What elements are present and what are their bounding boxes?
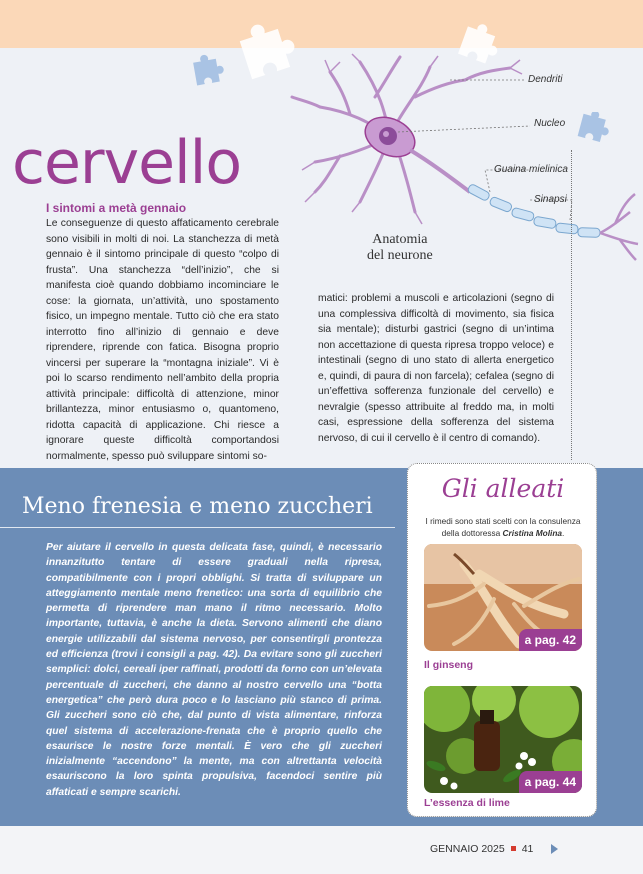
neuron-caption-line2: del neurone (367, 248, 433, 263)
sidebar-doctor: Cristina Molina (502, 528, 563, 538)
sidebar-title: Gli alleati (441, 474, 565, 503)
ginseng-caption: Il ginseng (424, 659, 474, 671)
top-band (0, 0, 643, 48)
lime-page-tag: a pag. 44 (519, 771, 582, 793)
ginseng-page-tag: a pag. 42 (519, 629, 582, 651)
section1-heading: I sintomi a metà gennaio (46, 201, 187, 215)
sidebar-intro-text: I rimedi sono stati scelti con la consulenza della dottoressa (425, 516, 581, 538)
label-sinapsi: Sinapsi (534, 194, 567, 205)
sidebar-alleati (407, 463, 597, 817)
neuron-icon (290, 52, 643, 267)
label-dendriti: Dendriti (528, 74, 563, 85)
ginseng-photo (424, 544, 582, 651)
sidebar-intro (416, 515, 590, 539)
sidebar-intro-end: . (562, 528, 565, 538)
footer-issue: GENNAIO 2025 (430, 843, 505, 855)
lime-caption: L’essenza di lime (424, 797, 510, 809)
section1-column2: matici: problemi a muscoli e articolazioni (segno di una complessiva difficoltà di movimento, sia fisica sia mentale); disturbi gastrici (segno di un’intima non accettazione di questa ripresa troppo veloce) e intestinali (segno di uno stato di allerta energetico e, quindi, di paura di non farcela); cefalea (segno di un’effettiva sofferenza funzionale del cervello) e nevralgie (spesso attribuite al freddo ma, in molti casi, espressione della sofferenza del sistema nervoso, di cui il cervello è il centro di comando). (318, 293, 554, 444)
dotted-leader-line (571, 150, 572, 460)
section1-column1: Le conseguenze di questo affaticamento cerebrale sono visibili in molti di noi. La stanchezza di metà gennaio è il sintomo principale di questo “colpo di frusta”. Una stanchezza “dell’inizio”, che si manifesta cioè quando dobbiamo incominciare le cose: la giornata, un’attività, uno spostamento fisico, un impegno mentale. Tutto ciò che era stato interrotto fino all’inizio di gennaio e deve riprendere, riprende con fatica. Bisogna proprio vincersi per superare la “montagna iniziale”. Vi è poi lo scarso rendimento nell’ambito della propria attività principale: difficoltà di attenzione, minor brillantezza, minor entusiasmo o, quantomeno, ridotta capacità di applicazione. Chi riesce a ignorare queste difficoltà comportandosi normalmente, spesso può sviluppare sintomi so- (46, 218, 279, 462)
neuron-illustration (290, 52, 643, 267)
page-title: cervello (12, 128, 242, 198)
lime-photo (424, 686, 582, 793)
puzzle-piece-icon (190, 54, 230, 90)
neuron-caption (367, 232, 433, 264)
label-guaina: Guaina mielinica (494, 164, 568, 175)
page-footer (430, 843, 558, 855)
section2-text: Per aiutare il cervello in questa delicata fase, quindi, è necessario innanzitutto tentare di essere graduali nella ripresa, compatibilmente con i propri obblighi. Si tratta di sviluppare un atteggiamento mentale meno frenetico: una sorta di equilibrio che permetta di riprendere man mano il ritmo necessario. Molto importante, tuttavia, è anche la dieta. Servono alimenti che diano energie utilizzabili dal sistema nervoso, per consentirgli prontezza ed efficienza (trovi i consigli a pag. 42). Da evitare sono gli zuccheri semplici: dolci, cereali iper raffinati, prodotti da forno con un’elevata percentuale di zuccheri, che danno al nostro cervello una “botta energetica” che però dura poco e lo lasciano più stanco di prima. Gli zuccheri sono ciò che, dal punto di vista alimentare, rinforza quel sistema di accelerazione-frenata che è proprio quello che esaurisce le nostre forze mentali. È vero che gli zuccheri inizialmente “accendono” la mente, ma con altrettanta velocità esauriscono la loro spinta propulsiva, facendoci sentire più affaticati e sempre scarichi. (46, 542, 382, 798)
section2-rule (0, 527, 395, 528)
next-arrow-icon (551, 844, 558, 854)
footer-square-icon (511, 846, 516, 851)
neuron-caption-line1: Anatomia (372, 232, 428, 247)
section2-heading: Meno frenesia e meno zuccheri (22, 494, 373, 519)
label-nucleo: Nucleo (534, 118, 566, 129)
footer-page-number: 41 (521, 843, 534, 855)
